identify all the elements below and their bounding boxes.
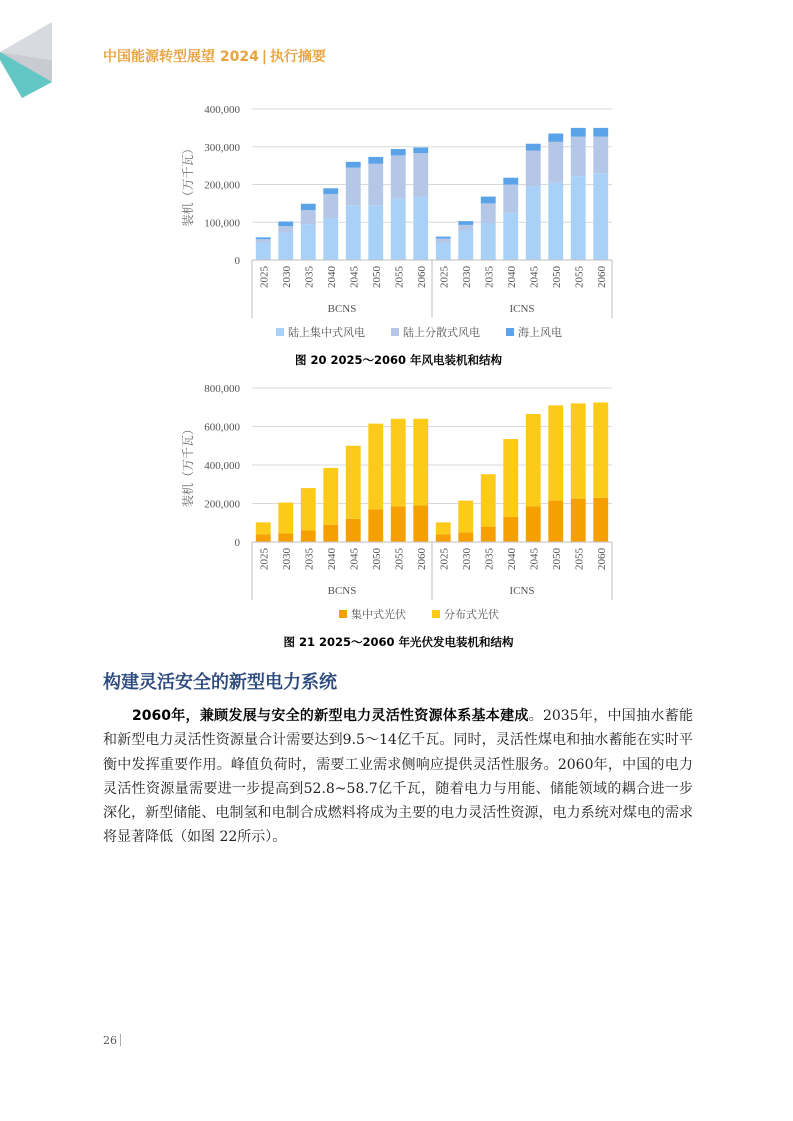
bar-segment [571,128,586,137]
bar-segment [458,221,473,225]
bar-segment [368,509,383,542]
bar-segment [481,223,496,260]
bar-segment [481,203,496,223]
bar-segment [503,185,518,213]
x-tick-label: 2030 [280,548,293,570]
legend-label: 海上风电 [518,326,562,339]
x-tick-label: 2025 [438,548,451,570]
bar-segment [593,173,608,260]
bar-segment [413,505,428,542]
bar-segment [391,149,406,155]
bar-segment [571,403,586,498]
bar-segment [278,221,293,226]
x-tick-label: 2050 [550,548,563,570]
header-subtitle: 执行摘要 [269,49,326,65]
x-tick-label: 2060 [415,548,428,570]
wind-capacity-chart [0,95,793,350]
bar-segment [368,205,383,260]
x-tick-label: 2060 [415,266,428,288]
bar-segment [346,162,361,168]
running-header [103,46,326,66]
bar-segment [346,519,361,542]
y-tick-label: 400,000 [204,460,240,472]
bar-segment [323,218,338,260]
y-tick-label: 0 [234,255,240,267]
legend-swatch [432,610,440,618]
legend-swatch [391,328,399,336]
x-tick-label: 2025 [438,266,451,288]
x-tick-label: 2055 [573,548,586,570]
x-tick-label: 2060 [595,548,608,570]
bar-segment [323,468,338,525]
figure-20-number: 图 20 [294,353,327,367]
bar-segment [391,506,406,542]
x-tick-label: 2045 [348,266,361,288]
x-tick-label: 2025 [258,266,271,288]
bar-segment [256,243,271,260]
y-tick-label: 600,000 [204,421,240,434]
x-tick-label: 2055 [393,266,406,288]
x-tick-label: 2040 [505,266,518,288]
x-tick-label: 2055 [573,266,586,288]
y-tick-label: 200,000 [204,179,240,192]
bar-segment [548,134,563,142]
bar-segment [481,197,496,204]
bar-segment [548,183,563,260]
bar-segment [548,501,563,542]
y-axis-label: 装机（万千瓦） [181,422,195,508]
bar-segment [256,239,271,243]
bar-segment [323,194,338,219]
bar-segment [548,405,563,500]
x-tick-label: 2050 [370,266,383,288]
bar-segment [526,151,541,187]
legend-swatch [276,328,284,336]
bar-segment [436,238,451,243]
group-label: BCNS [327,303,357,315]
bar-segment [593,137,608,174]
x-tick-label: 2050 [550,266,563,288]
bar-segment [436,243,451,260]
x-tick-label: 2030 [460,266,473,288]
bar-segment [436,534,451,542]
bar-segment [278,226,293,232]
legend-label: 集中式光伏 [351,608,406,621]
bar-segment [278,533,293,542]
bar-segment [458,225,473,231]
bar-segment [436,237,451,239]
x-tick-label: 2045 [528,266,541,288]
x-tick-label: 2035 [303,548,316,570]
bar-segment [256,237,271,239]
body-paragraph [103,704,693,850]
x-tick-label: 2040 [325,548,338,570]
legend-label: 陆上集中式风电 [288,326,365,339]
bar-segment [301,204,316,210]
y-tick-label: 300,000 [204,141,240,154]
x-tick-label: 2035 [483,548,496,570]
bar-segment [503,517,518,542]
bar-segment [368,164,383,206]
bar-segment [256,522,271,534]
x-tick-label: 2025 [258,548,271,570]
bar-segment [458,501,473,533]
bar-segment [301,224,316,260]
bar-segment [526,186,541,260]
paragraph-lead: 2060年，兼顾发展与安全的新型电力灵活性资源体系基本建成 [132,708,529,724]
bar-segment [526,144,541,151]
bar-segment [413,419,428,506]
header-title: 中国能源转型展望 2024 [103,49,259,65]
legend-swatch [339,610,347,618]
figure-20-title: 2025～2060 年风电装机和结构 [330,353,503,367]
bar-segment [413,153,428,196]
bar-segment [571,499,586,542]
x-tick-label: 2035 [303,266,316,288]
pv-capacity-chart [0,378,793,628]
bar-segment [278,232,293,260]
legend-label: 分布式光伏 [444,608,499,621]
figure-20-caption [0,352,793,368]
bar-segment [346,446,361,519]
bar-segment [391,199,406,260]
bar-segment [548,142,563,183]
y-tick-label: 200,000 [204,498,240,511]
x-tick-label: 2055 [393,548,406,570]
bar-segment [301,210,316,224]
x-tick-label: 2035 [483,266,496,288]
bar-segment [391,155,406,198]
bar-segment [458,231,473,260]
bar-segment [323,188,338,194]
paragraph-body: 。2035年，中国抽水蓄能和新型电力灵活性资源量合计需要达到9.5～14亿千瓦。同时，灵活性煤电和抽水蓄能在实时平衡中发挥重要作用。峰值负荷时，需要工业需求侧响应提供灵活性服务。2060年，中国的电力灵活性资源量需要进一步提高到52.8~58.7亿千瓦，随着电力与用能、储能领域的耦合进一步深化，新型储能、电制氢和电制合成燃料将成为主要的电力灵活性资源，电力系统对煤电的需求将显著降低（如图 22所示）。 [103,708,693,846]
bar-segment [323,525,338,542]
bar-segment [571,137,586,177]
bar-segment [593,402,608,497]
figure-21-title: 2025～2060 年光伏发电装机和结构 [318,635,514,649]
group-label: ICNS [509,585,535,597]
bar-segment [278,503,293,534]
bar-segment [481,527,496,542]
bar-segment [503,439,518,517]
group-label: BCNS [327,585,357,597]
group-label: ICNS [509,303,535,315]
figure-21-number: 图 21 [283,635,315,649]
bar-segment [256,534,271,542]
header-separator: | [261,49,267,65]
section-title: 构建灵活安全的新型电力系统 [103,672,337,693]
x-tick-label: 2045 [348,548,361,570]
bar-segment [346,168,361,206]
x-tick-label: 2030 [280,266,293,288]
bar-segment [413,148,428,154]
bar-segment [481,474,496,526]
bar-segment [368,424,383,510]
corner-decoration [0,0,60,110]
bar-segment [301,530,316,542]
y-tick-label: 0 [234,537,240,549]
x-tick-label: 2060 [595,266,608,288]
bar-segment [503,178,518,185]
bar-segment [301,488,316,530]
bar-segment [593,128,608,137]
figure-21-caption [0,634,793,650]
y-tick-label: 800,000 [204,383,240,395]
legend-label: 陆上分散式风电 [403,326,480,339]
bar-segment [413,197,428,260]
x-tick-label: 2030 [460,548,473,570]
y-tick-label: 400,000 [204,104,240,116]
bar-segment [436,522,451,534]
x-tick-label: 2045 [528,548,541,570]
y-tick-label: 100,000 [204,217,240,230]
bar-segment [458,532,473,542]
bar-segment [368,157,383,164]
x-tick-label: 2050 [370,548,383,570]
bar-segment [346,205,361,260]
bar-segment [526,506,541,542]
legend-swatch [506,328,514,336]
bar-segment [391,419,406,507]
x-tick-label: 2040 [325,266,338,288]
bar-segment [503,213,518,260]
x-tick-label: 2040 [505,548,518,570]
bar-segment [526,414,541,506]
bar-segment [571,176,586,260]
bar-segment [593,498,608,542]
page-number: 26 [103,1034,121,1047]
y-axis-label: 装机（万千瓦） [181,142,195,227]
